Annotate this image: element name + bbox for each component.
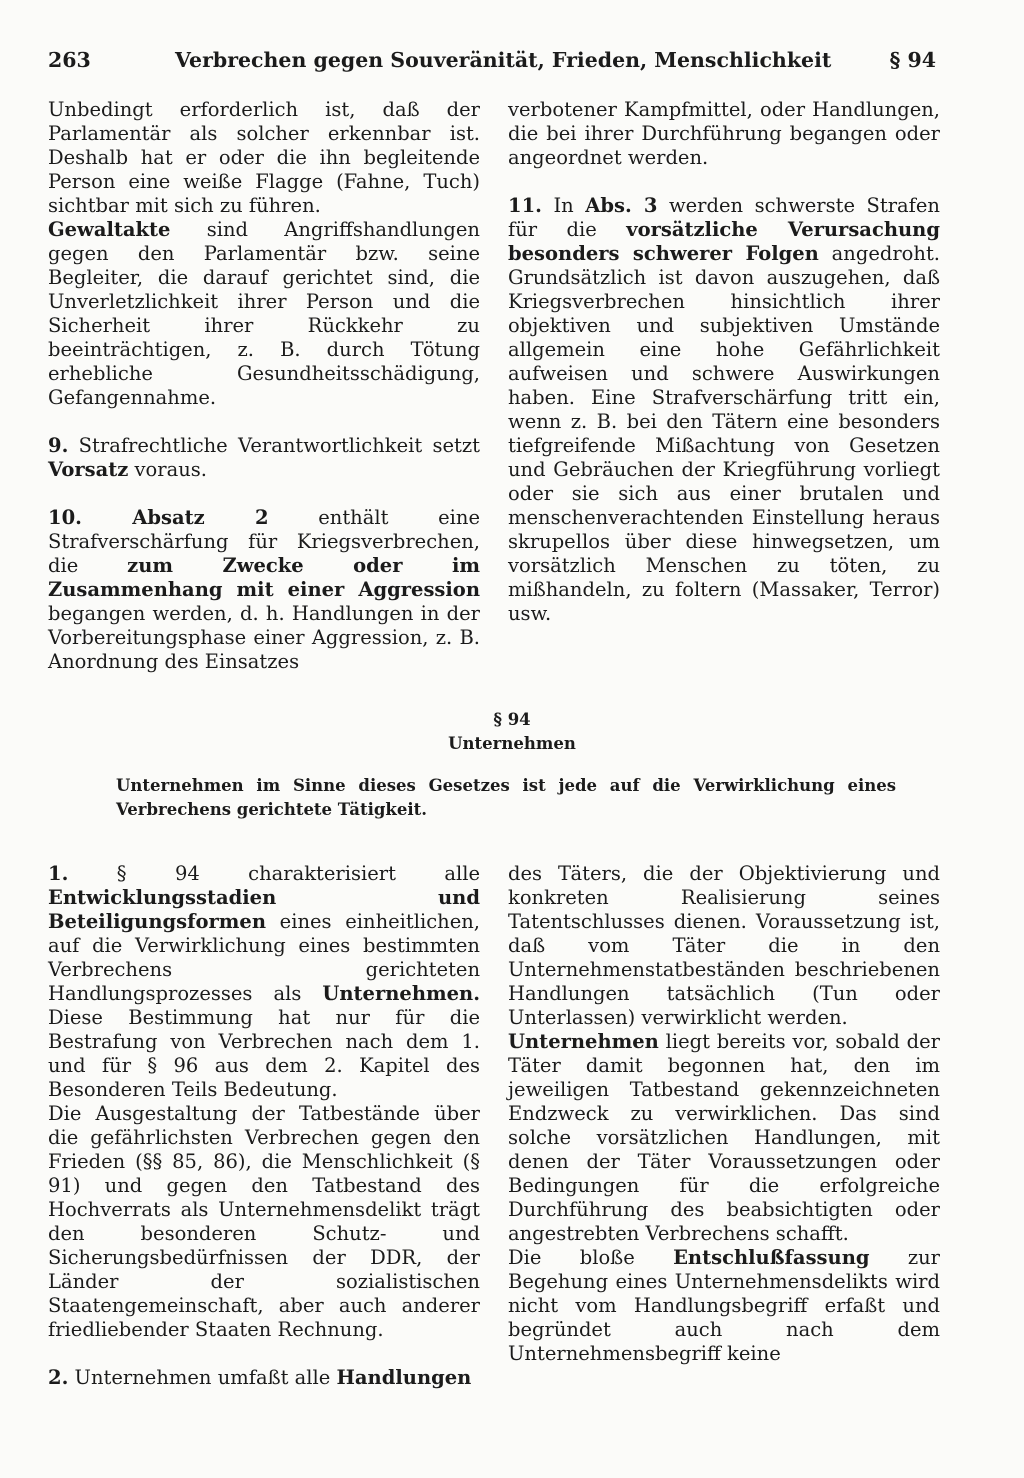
paragraph-text: angedroht. Grundsätzlich ist davon auszugehen, daß Kriegsverbrechen hinsichtlich ihrer objektiven und subjektiven Umstände allgemein eine hohe Gefährlichkeit aufweisen und schwere Auswirkungen haben. Eine Strafverschärfung tritt ein, wenn z. B. bei den Tätern eine besonders tiefgreifende Mißachtung von Gesetzen und Gebräuchen der Kriegführung vorliegt oder sie sich aus einer brutalen und menschenverachtenden Einstellung heraus skrupellos über diese hinwegsetzen, um vorsätzlich Menschen zu töten, zu mißhandeln, zu foltern (Massaker, Terror) usw. [508,242,940,625]
paragraph-text: begangen werden, d. h. Handlungen in der Vorbereitungsphase einer Aggression, z. B. Anordnung des Einsatzes [48,602,480,673]
bold-term: Entwicklungsstadien und Beteiligungsformen [48,886,480,933]
paragraph-text: des Täters, die der Objektivierung und konkreten Realisierung seines Tatentschlusses dienen. Voraussetzung ist, daß vom Täter die in den Unternehmenstatbeständen beschriebenen Handlungen tatsächlich (Tun oder Unterlassen) verwirklicht werden. [508,862,940,1029]
right-column-top [508,98,940,626]
running-header [48,44,938,78]
paragraph-10 [48,506,480,674]
paragraph-text: liegt bereits vor, sobald der Täter damit begonnen hat, den im jeweiligen Tatbestand gekennzeichneten Endzweck zu verwirklichen. Das sind solche vorsätzlichen Handlungen, mit denen der Täter Voraussetzungen oder Bedingungen für die erfolgreiche Durchführung des beabsichtigten oder angestrebten Verbrechens schafft. [508,1030,940,1245]
paragraph-number: 10. [48,506,82,529]
paragraph-number: 9. [48,434,69,457]
paragraph [48,98,480,218]
section-marker: § 94 [889,48,936,72]
paragraph-text: eines einheitlichen, auf die Verwirklichung eines bestimmten Verbrechens gerichteten Handlungsprozesses als [48,910,480,1005]
paragraph [508,1246,940,1366]
bold-term: Abs. 3 [585,194,658,217]
paragraph-11 [508,194,940,626]
paragraph-text: In [541,194,586,217]
paragraph [508,862,940,1030]
paragraph-number: 2. [48,1366,69,1389]
paragraph-text: zur Begehung eines Unternehmensdelikts wird nicht vom Handlungsbegriff erfaßt und begründet auch nach dem Unternehmensbegriff keine [508,1246,940,1365]
page-number: 263 [48,48,91,72]
bold-term: Unternehmen. [322,982,480,1005]
law-text: Unternehmen im Sinne dieses Gesetzes ist jede auf die Verwirklichung eines Verbrechens gerichtete Tätigkeit. [116,776,896,819]
section-number: § 94 [493,710,531,729]
paragraph-text: Strafrechtliche Verantwortlichkeit setzt [68,434,480,457]
section-heading [0,708,1024,756]
paragraph-text: Unternehmen umfaßt alle [68,1366,337,1389]
bold-term: zum Zwecke oder im Zusammenhang mit einer Aggression [48,554,480,601]
paragraph [48,1102,480,1342]
paragraph-text: sind Angriffshandlungen gegen den Parlamentär bzw. seine Begleiter, die darauf gerichtet sind, die Unverletzlichkeit ihrer Person und die Sicherheit ihrer Rückkehr zu beeinträchtigen, z. B. durch Tötung erhebliche Gesundheitsschädigung, Gefangennahme. [48,218,480,409]
paragraph [508,98,940,170]
bold-term: Vorsatz [48,458,129,481]
paragraph-text: werden schwerste Strafen für die [508,194,940,241]
paragraph-text: § 94 charakterisiert alle [68,862,480,885]
bold-term: Absatz 2 [81,506,269,529]
paragraph-number: 11. [508,194,542,217]
paragraph-text: verbotener Kampfmittel, oder Handlungen, die bei ihrer Durchführung begangen oder angeordnet werden. [508,98,940,169]
paragraph-1 [48,862,480,1102]
paragraph-2 [48,1366,480,1390]
bold-term: Handlungen [336,1366,472,1389]
running-title: Verbrechen gegen Souveränität, Frieden, Menschlichkeit [175,48,832,72]
paragraph-9 [48,434,480,482]
paragraph-number: 1. [48,862,69,885]
paragraph-text: Unbedingt erforderlich ist, daß der Parlamentär als solcher erkennbar ist. Deshalb hat er oder die ihn begleitende Person eine weiße Flagge (Fahne, Tuch) sichtbar mit sich zu führen. [48,98,480,217]
left-column-top [48,98,480,674]
paragraph-text: enthält eine Strafverschärfung für Kriegsverbrechen, die [48,506,481,577]
bold-term: Entschlußfassung [673,1246,870,1269]
paragraph [508,1030,940,1246]
paragraph [48,218,480,410]
paragraph-text: Diese Bestimmung hat nur für die Bestrafung von Verbrechen nach dem 1. und für § 96 aus dem 2. Kapitel des Besonderen Teils Bedeutung. [48,1006,480,1101]
bold-term: Gewaltakte [48,218,171,241]
bold-term: Unternehmen [508,1030,659,1053]
paragraph-text: Die bloße [508,1246,674,1269]
section-title: Unternehmen [448,734,576,753]
paragraph-text: Die Ausgestaltung der Tatbestände über die gefährlichsten Verbrechen gegen den Frieden (§§ 85, 86), die Menschlichkeit (§ 91) und gegen den Tatbestand des Hochverrats als Unternehmensdelikt trägt den besonderen Schutz- und Sicherungsbedürfnissen der DDR, der Länder der sozialistischen Staatengemeinschaft, aber auch anderer friedliebender Staaten Rechnung. [48,1102,480,1341]
right-column-bottom [508,862,940,1366]
bold-term: vorsätzliche Verursachung besonders schwerer Folgen [508,218,940,265]
left-column-bottom [48,862,480,1390]
paragraph-text: voraus. [128,458,207,481]
